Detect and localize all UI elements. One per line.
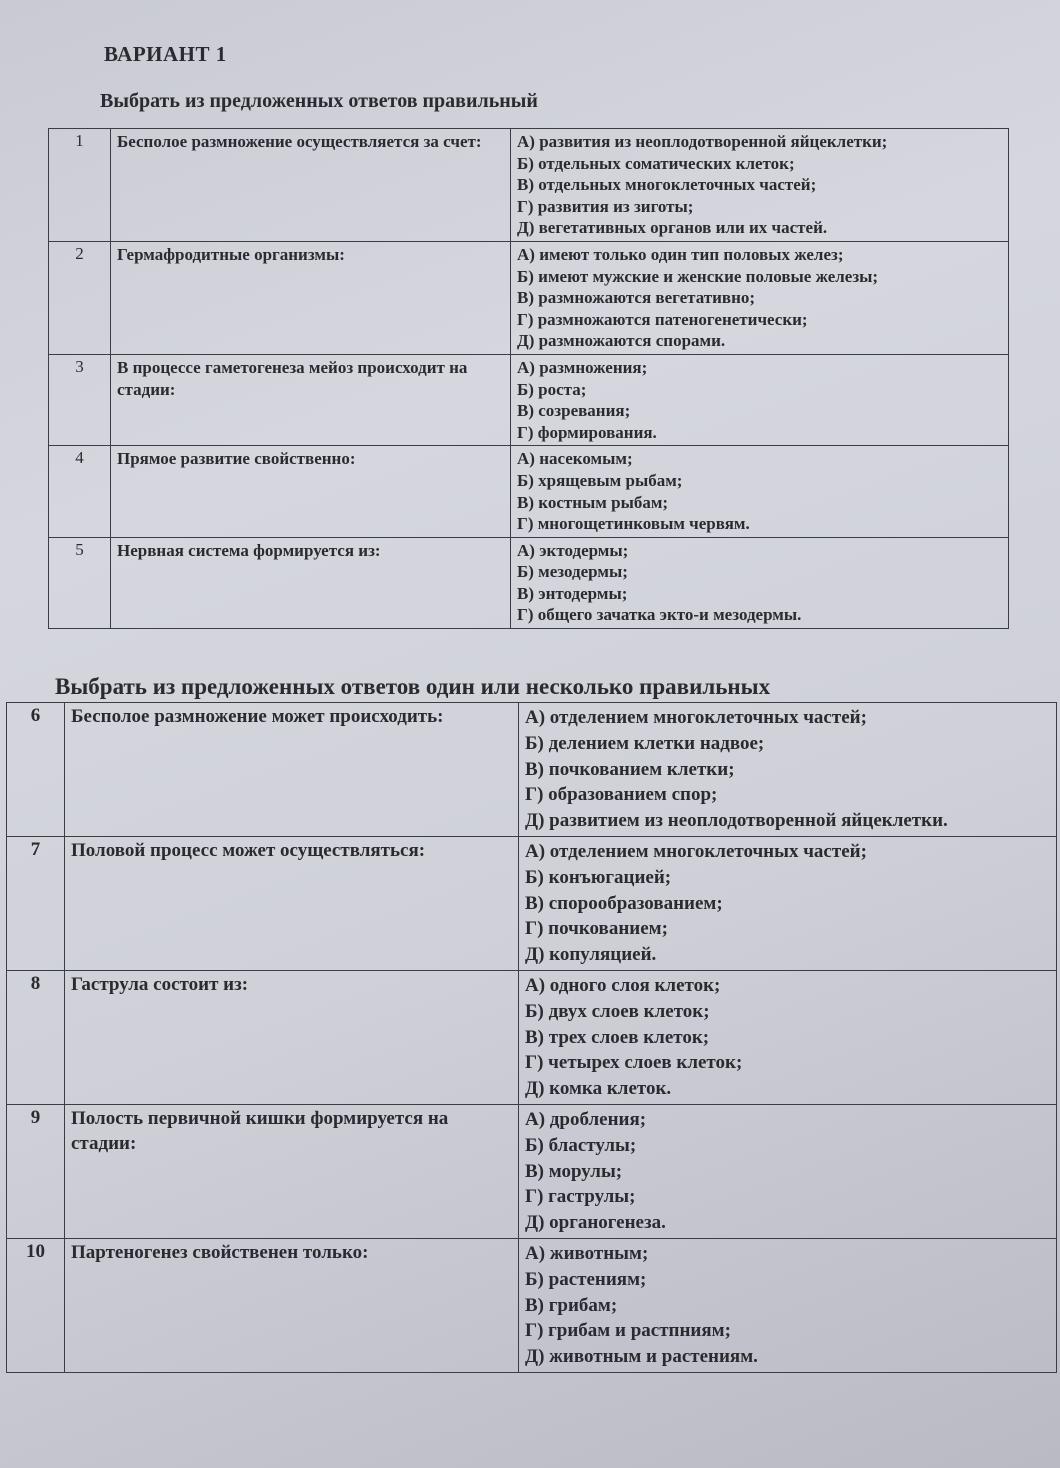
answer-options [519,1238,1057,1372]
answer-option: Д) размножаются спорами. [517,331,726,351]
answer-option: Д) развитием из неоплодотворенной яйцеклетки. [525,810,948,832]
answer-option: Б) бластулы; [525,1134,637,1156]
answer-option: Б) хрящевым рыбам; [517,470,683,490]
question-text: Полость первичной кишки формируется на стадии: [65,1104,519,1238]
answer-options [511,446,1009,537]
question-row [49,537,1009,628]
question-number: 10 [7,1238,65,1372]
answer-option: Г) грибам и растпниям; [525,1320,731,1342]
answer-options [519,703,1057,837]
answer-option: В) энтодермы; [517,583,628,603]
answer-options [511,354,1009,445]
answer-option: Б) делением клетки надвое; [525,732,765,754]
answer-option: Г) образованием спор; [525,784,718,806]
answer-option: Б) мезодермы; [517,562,628,582]
question-number: 7 [7,836,65,970]
answer-option: Б) двух слоев клеток; [525,1000,710,1022]
answer-option: В) созревания; [517,401,631,421]
answer-option: А) эктодермы; [517,540,629,560]
answer-option: А) дробления; [525,1108,647,1130]
question-text: Гаструла состоит из: [65,970,519,1104]
answer-option: Б) имеют мужские и женские половые железы; [517,266,879,286]
answer-option: Г) размножаются патеногенетически; [517,309,808,329]
answer-option: Б) роста; [517,379,587,399]
question-row [7,836,1057,970]
answer-options [511,241,1009,354]
answer-option: Г) почкованием; [525,918,668,940]
question-number: 9 [7,1104,65,1238]
answer-options [519,836,1057,970]
question-number: 6 [7,703,65,837]
question-row [49,354,1009,445]
answer-option: А) животным; [525,1242,649,1264]
question-row [7,1238,1057,1372]
answer-option: Г) развития из зиготы; [517,196,694,216]
answer-option: Г) общего зачатка экто-и мезодермы. [517,605,802,625]
variant-title: ВАРИАНТ 1 [104,42,227,66]
answer-option: Д) комка клеток. [525,1078,672,1100]
question-row [49,241,1009,354]
answer-option: Д) животным и растениям. [525,1346,758,1368]
question-number: 4 [49,446,111,537]
answer-option: Г) гаструлы; [525,1186,636,1208]
answer-option: Г) многощетинковым червям. [517,514,750,534]
answer-option: В) трех слоев клеток; [525,1026,710,1048]
instruction-multiple-answers: Выбрать из предложенных ответов один или несколько правильных [55,674,771,699]
question-text: Партеногенез свойственен только: [65,1238,519,1372]
answer-option: В) отдельных многоклеточных частей; [517,175,817,195]
question-row [7,970,1057,1104]
answer-options [519,1104,1057,1238]
question-text: Бесполое размножение осуществляется за счет: [111,129,511,242]
answer-option: Д) органогенеза. [525,1212,666,1234]
answer-option: В) спорообразованием; [525,892,723,914]
questions-table-single [48,128,1009,629]
answer-option: Д) вегетативных органов или их частей. [517,218,828,238]
answer-option: Б) растениям; [525,1268,647,1290]
answer-options [511,537,1009,628]
question-text: Прямое развитие свойственно: [111,446,511,537]
question-row [49,129,1009,242]
answer-option: А) развития из неоплодотворенной яйцеклетки; [517,132,888,151]
answer-option: А) отделением многоклеточных частей; [525,840,867,862]
answer-option: Г) формирования. [517,422,657,442]
question-row [49,446,1009,537]
question-number: 5 [49,537,111,628]
question-text: Нервная система формируется из: [111,537,511,628]
question-text: Бесполое размножение может происходить: [65,703,519,837]
question-row [7,1104,1057,1238]
answer-option: Д) копуляцией. [525,944,657,966]
answer-option: В) почкованием клетки; [525,758,735,780]
answer-options [511,129,1009,242]
answer-option: В) грибам; [525,1294,618,1316]
answer-option: В) размножаются вегетативно; [517,288,756,308]
question-number: 2 [49,241,111,354]
answer-option: Б) отдельных соматических клеток; [517,153,795,173]
question-number: 3 [49,354,111,445]
answer-option: А) отделением многоклеточных частей; [525,707,867,728]
question-number: 1 [49,129,111,242]
question-row [7,703,1057,837]
answer-option: А) размножения; [517,357,648,377]
answer-option: В) костным рыбам; [517,492,669,512]
question-text: Половой процесс может осуществляться: [65,836,519,970]
answer-option: Б) конъюгацией; [525,866,672,888]
answer-option: А) одного слоя клеток; [525,974,721,996]
answer-option: В) морулы; [525,1160,623,1182]
questions-table-multiple [6,702,1057,1373]
answer-options [519,970,1057,1104]
answer-option: А) имеют только один тип половых желез; [517,244,844,264]
answer-option: Г) четырех слоев клеток; [525,1052,743,1074]
question-number: 8 [7,970,65,1104]
question-text: В процессе гаметогенеза мейоз происходит на стадии: [111,354,511,445]
question-text: Гермафродитные организмы: [111,241,511,354]
answer-option: А) насекомым; [517,449,633,469]
instruction-single-answer: Выбрать из предложенных ответов правильный [100,90,538,112]
